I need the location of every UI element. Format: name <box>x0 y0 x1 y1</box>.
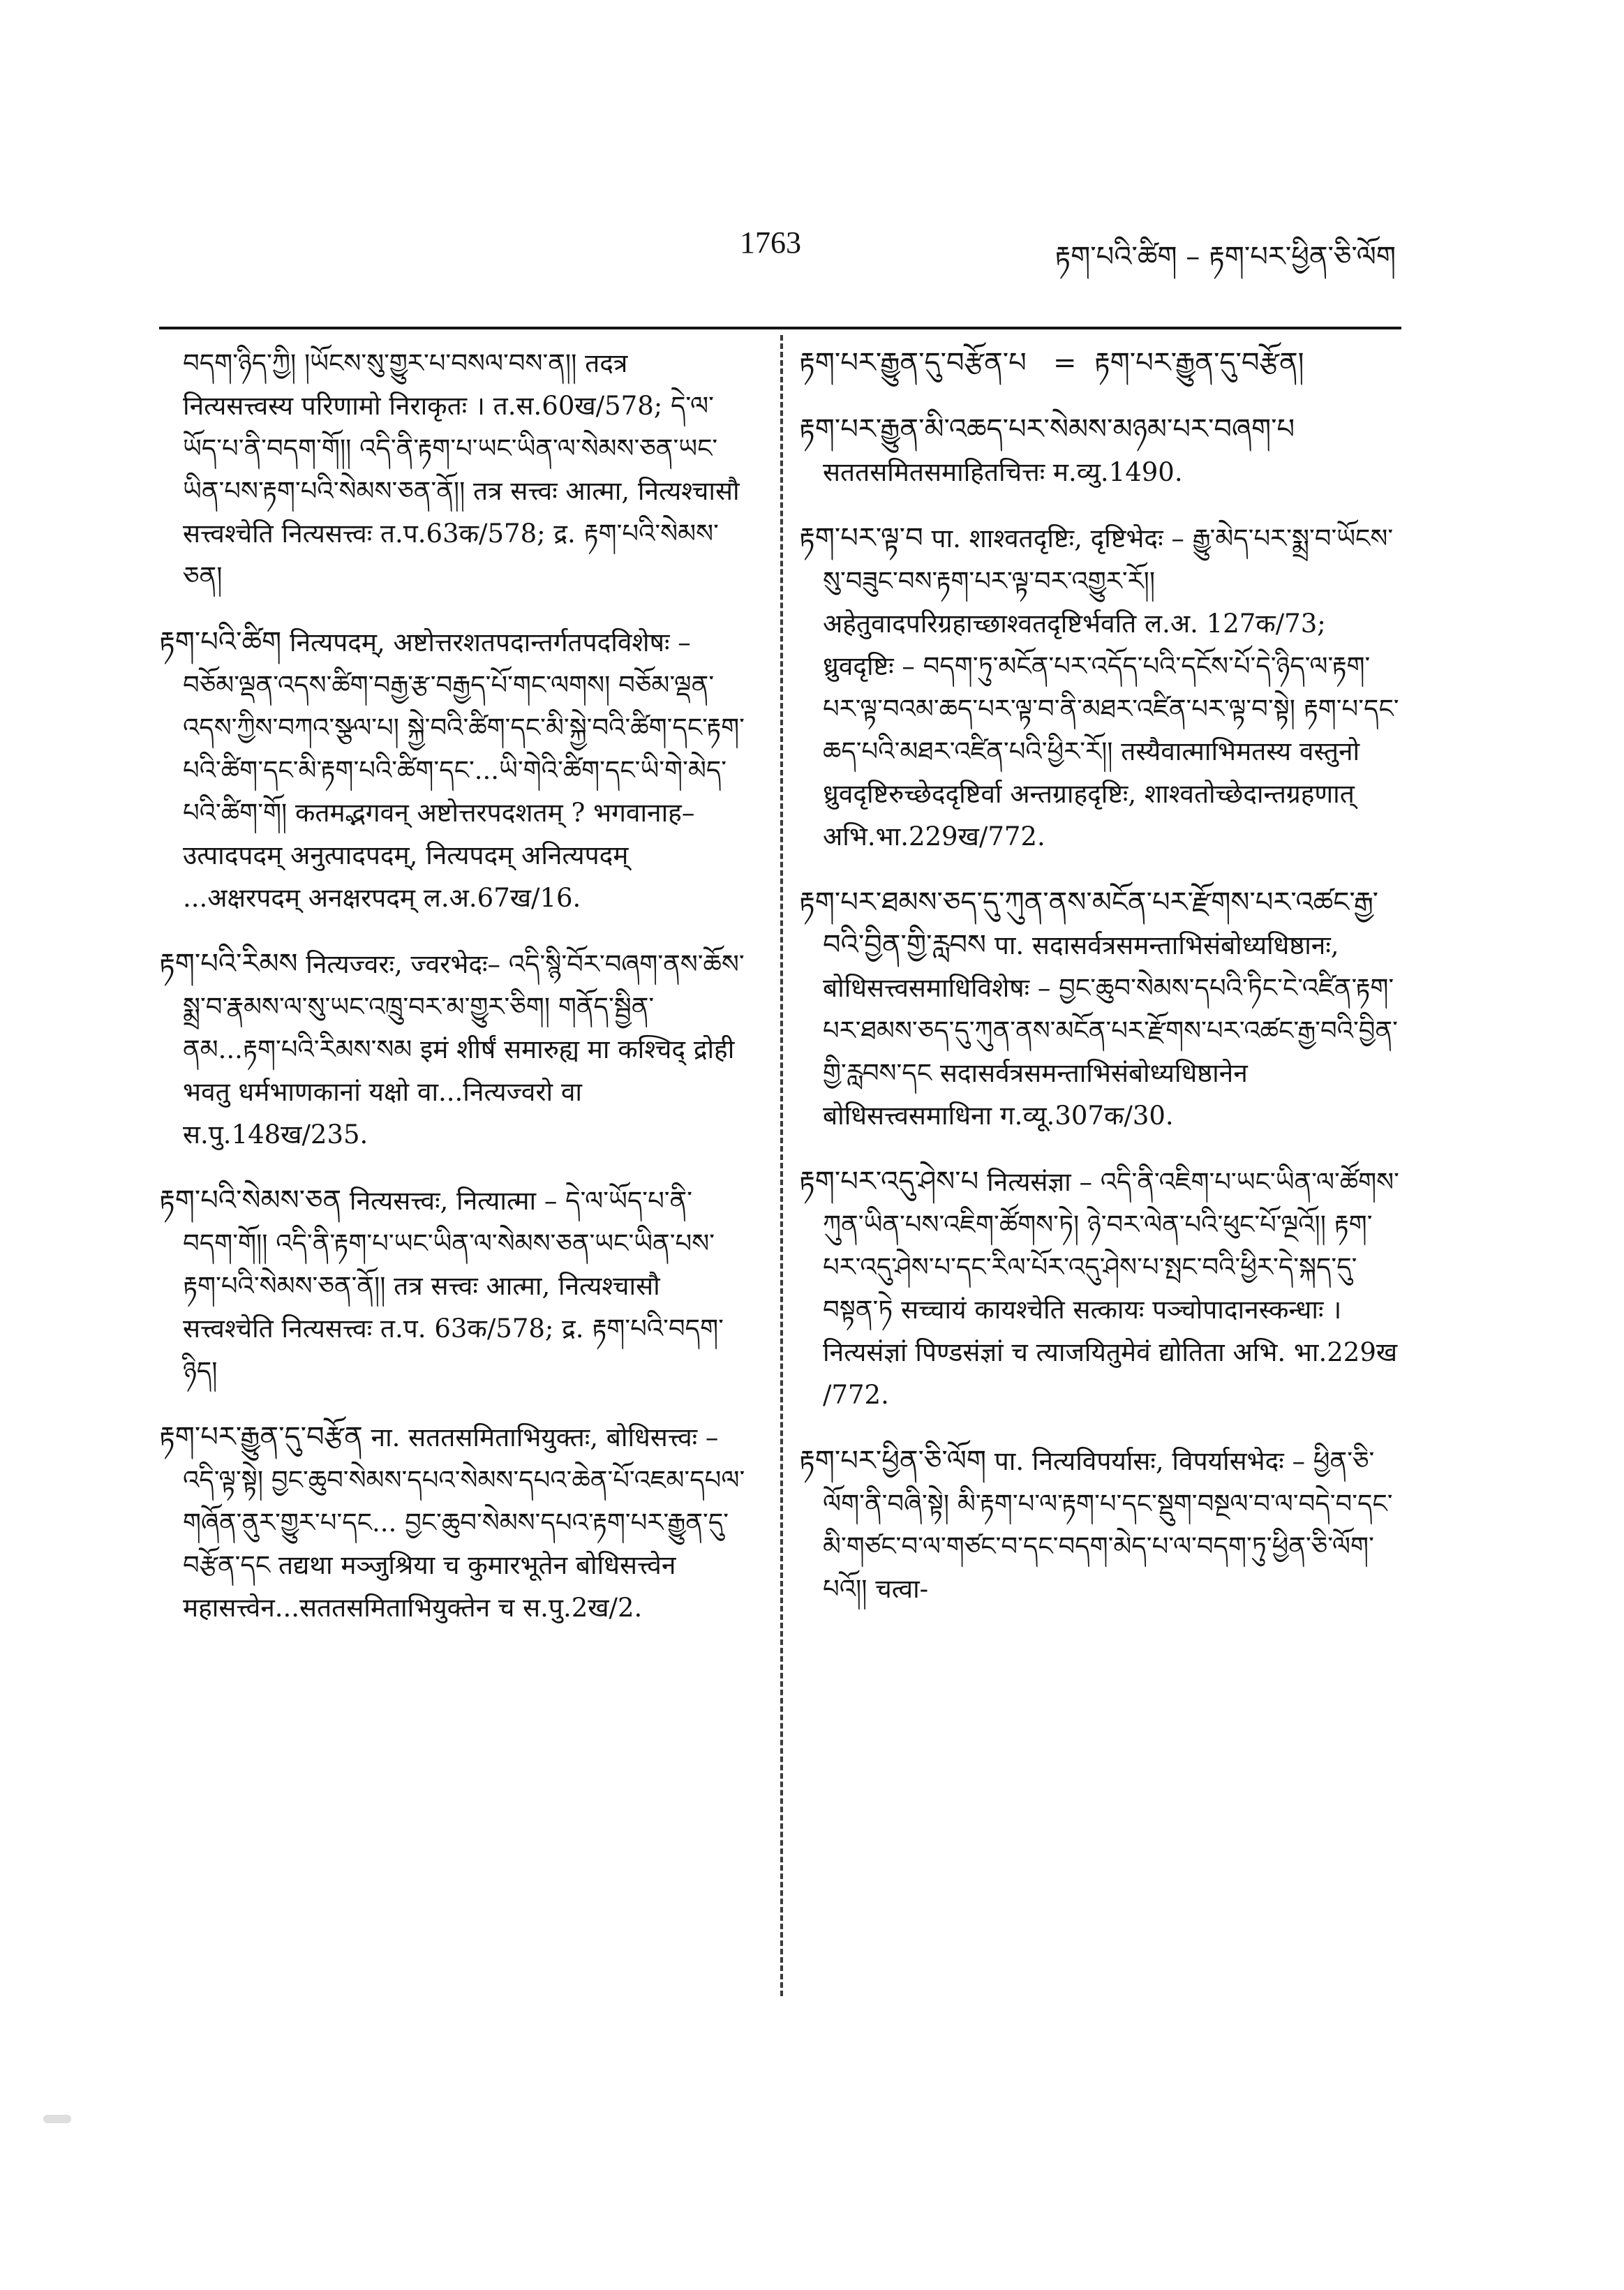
headword: རྟག་པར་འདུ་ཤེས་པ <box>799 1166 979 1198</box>
entry-text: नित्यज्वरः, ज्वरभेदः– འདི་སྙི་བོར་བཞག་ནས་ཆོས་སྨྲ་བ་རྣམས་ལ་སུ་ཡང་འཁྲུ་བར་མ་གྱུར་ཅིག། གནོད་སྦྱིན་ནམ...རྟག་པའི་རིམས་སམ इमं शीर्षं समारुह्य मा कश्चिद् द्रोही भवतु धर्मभाणकानां यक्षो वा...नित्यज्वरो वा स.पु.148ख/235. <box>183 949 745 1150</box>
entry-text: नित्यपदम्, अष्टोत्तरशतपदान्तर्गतपदविशेषः – བཅོམ་ལྡན་འདས་ཚིག་བརྒྱ་རྩ་བརྒྱད་པོ་གང་ལགས། བཅོམ་ལྡན་འདས་ཀྱིས་བཀའ་སྩལ་པ། སྐྱེ་བའི་ཚིག་དང་མི་སྐྱེ་བའི་ཚིག་དང་རྟག་པའི་ཚིག་དང་མི་རྟག་པའི་ཚིག་དང་...ཡི་གེའི་ཚིག་དང་ཡི་གེ་མེད་པའི་ཚིག་གོ། कतमद्भगवन् अष्टोत्तरपदशतम् ? भगवानाह– उत्पादपदम् अनुत्पादपदम्, नित्यपदम् अनित्यपदम् ...अक्षरपदम् अनक्षरपदम् ल.अ.67ख/16. <box>183 627 745 913</box>
headword: རྟག་པར་ཕྱིན་ཅི་ལོག <box>799 1445 986 1477</box>
entry-text: नित्यसत्त्वः, नित्यात्मा – དེ་ལ་ཡོད་པ་ནི་བདག་གོ།། འདི་ནི་རྟག་པ་ཡང་ཡིན་ལ་སེམས་ཅན་ཡང་ཡིན་པས་རྟག་པའི་སེམས་ཅན་ནོ།། तत्र सत्त्वः आत्मा, नित्यश्चासौ सत्त्वश्चेति नित्यसत्त्वः त.प. 63क/578; द्र. རྟག་པའི་བདག་ཉིད། <box>183 1186 724 1386</box>
entry-continuation <box>159 342 745 597</box>
headword: རྟག་པའི་སེམས་ཅན <box>159 1184 342 1217</box>
entry-nitya-samjna <box>799 1161 1403 1416</box>
entry-sada-sarvatra <box>799 882 1403 1137</box>
page-number: 1763 <box>740 225 801 260</box>
entry-text: नित्यसंज्ञा – འདི་ནི་འཇིག་པ་ཡང་ཡིན་ལ་ཚོགས་ཀུན་ཡིན་པས་འཇིག་ཚོགས་ཏེ། ཉེ་བར་ལེན་པའི་ཕུང་པོ་ལྔའོ།། རྟག་པར་འདུ་ཤེས་པ་དང་རིལ་པོར་འདུ་ཤེས་པ་སྤང་བའི་ཕྱིར་དེ་སྐད་དུ་བསྟན་ཏེ सच्चायं कायश्चेति सत्कायः पञ्चोपादानस्कन्धाः । नित्यसंज्ञां पिण्डसंज्ञां च त्याजयितुमेवं द्योतिता अभि. भा.229ख /772. <box>823 1167 1399 1410</box>
entry-shashvata-drishti <box>799 517 1403 858</box>
entry-nitya-pada <box>159 621 745 919</box>
headword: རྟག་པར་ཐམས་ཅད་དུ་ཀུན་ནས་མངོན་པར་རྫོགས་པར་འཚང་རྒྱ་བའི་བྱིན་གྱི་རླབས <box>799 886 1379 961</box>
headword: རྟག་པར་རྒྱུན་དུ་བརྩོན <box>159 1421 363 1453</box>
entry-satata-samahita-citta <box>799 408 1403 493</box>
entry-nitya-sattva <box>159 1180 745 1392</box>
entry-text: पा. शाश्वतदृष्टिः, दृष्टिभेदः – རྒྱུ་མེད་པར་སྨྲ་བ་ཡོངས་སུ་བཟུང་བས་རྟག་པར་ལྟ་བར་འགྱུར་རོ།། अहेतुवादपरिग्रहाच्छाश्वतदृष्टिर्भवति ल.अ. 127क/73; ध्रुवदृष्टिः – བདག་ཏུ་མངོན་པར་འདོད་པའི་དངོས་པོ་དེ་ཉིད་ལ་རྟག་པར་ལྟ་བའམ་ཆད་པར་ལྟ་བ་ནི་མཐར་འཛིན་པར་ལྟ་བ་སྟེ། རྟག་པ་དང་ཆད་པའི་མཐར་འཛིན་པའི་ཕྱིར་རོ།། तस्यैवात्माभिमतस्य वस्तुनो ध्रुवदृष्टिरुच्छेददृष्टिर्वा अन्तग्राहदृष्टिः, शाश्वतोच्छेदान्तग्रहणात् अभि.भा.229ख/772. <box>823 523 1399 852</box>
entry-text: पा. नित्यविपर्यासः, विपर्यासभेदः – ཕྱིན་ཅི་ལོག་ནི་བཞི་སྟེ། མི་རྟག་པ་ལ་རྟག་པ་དང་སྡུག་བསྔལ་བ་ལ་བདེ་བ་དང་མི་གཙང་བ་ལ་གཙང་བ་དང་བདག་མེད་པ་ལ་བདག་ཏུ་ཕྱིན་ཅི་ལོག་པའོ།། चत्वा- <box>823 1446 1393 1604</box>
headword: རྟག་པར་ལྟ་བ <box>799 522 923 554</box>
headword: རྟག་པའི་རིམས <box>159 948 298 980</box>
right-column <box>799 342 1403 1634</box>
entry-text: བདག་ཉིད་ཀྱི། །ཡོངས་སུ་གྱུར་པ་བསལ་བས་ན།། तदत्र नित्यसत्त्वस्य परिणामो निराकृतः । त.स.60ख/578; དེ་ལ་ཡོད་པ་ནི་བདག་གོ།། འདི་ནི་རྟག་པ་ཡང་ཡིན་ལ་སེམས་ཅན་ཡང་ཡིན་པས་རྟག་པའི་སེམས་ཅན་ནོ།། तत्र सत्त्वः आत्मा, नित्यश्चासौ सत्त्वश्चेति नित्यसत्त्वः त.प.63क/578; द्र. རྟག་པའི་སེམས་ཅན། <box>183 348 740 591</box>
entry-nitya-viparyasa <box>799 1440 1403 1610</box>
entry-text: पा. सदासर्वत्रसमन्ताभिसंबोध्यधिष्ठानः, बोधिसत्त्वसमाधिविशेषः – བྱང་ཆུབ་སེམས་དཔའི་ཏིང་ངེ་འཛིན་རྟག་པར་ཐམས་ཅད་དུ་ཀུན་ནས་མངོན་པར་རྫོགས་པར་འཚང་རྒྱ་བའི་བྱིན་གྱི་རླབས་དང सदासर्वत्रसमन्ताभिसंबोध्यधिष्ठानेन बोधिसत्त्वसमाधिना ग.व्यू.307क/30. <box>823 930 1398 1131</box>
header-rule <box>159 327 1401 329</box>
headword: རྟག་པར་རྒྱུན་མི་འཆད་པར་སེམས་མཉམ་པར་བཞག་པ <box>799 413 1295 445</box>
running-head: རྟག་པའི་ཚིག – རྟག་པར་ཕྱིན་ཅི་ལོག <box>1055 241 1396 273</box>
entry-cross-reference <box>799 342 1403 385</box>
left-column <box>159 342 745 1653</box>
entry-satata-samita-abhiyukta <box>159 1416 745 1629</box>
entry-text: सततसमितसमाहितचित्तः म.व्यु.1490. <box>823 457 1183 487</box>
entry-nitya-jvara <box>159 943 745 1156</box>
headword: རྟག་པར་རྒྱུན་དུ་བརྩོན་པ = རྟག་པར་རྒྱུན་དུ་བརྩོན། <box>799 347 1304 379</box>
column-divider <box>780 335 783 1996</box>
entry-text: ना. सततसमिताभियुक्तः, बोधिसत्त्वः – འདི་ལྟ་སྟེ། བྱང་ཆུབ་སེམས་དཔའ་སེམས་དཔའ་ཆེན་པོ་འཇམ་དཔལ་གཞོན་ནུར་གྱུར་པ་དང... བྱང་ཆུབ་སེམས་དཔའ་རྟག་པར་རྒྱུན་དུ་བརྩོན་དང तद्यथा मञ्जुश्रिया च कुमारभूतेन बोधिसत्त्वेन महासत्त्वेन...सततसमिताभियुक्तेन च स.पु.2ख/2. <box>183 1422 745 1623</box>
scan-smudge <box>43 2115 71 2123</box>
headword: རྟག་པའི་ཚིག <box>159 626 282 658</box>
